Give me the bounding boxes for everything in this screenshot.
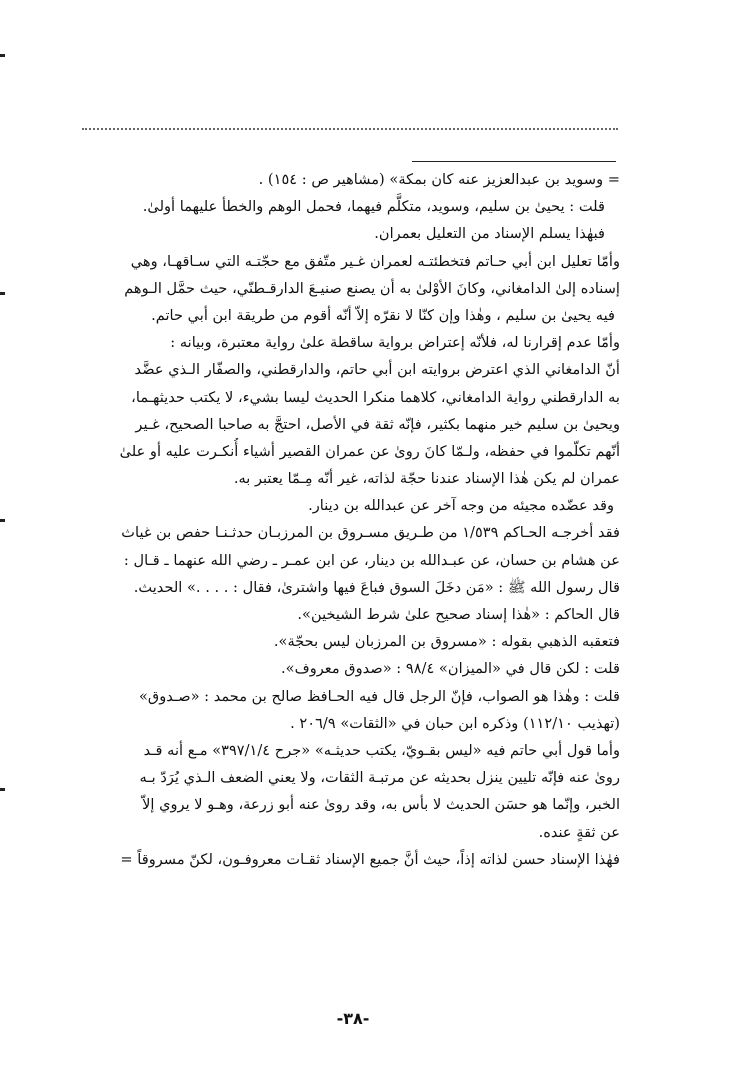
margin-mark bbox=[0, 788, 5, 791]
text-line: أنّهم تكلّموا في حفظه، ولـمّا كانَ روىٰ عن عمران القصير أشياء أُنكـرت عليه أو علىٰ bbox=[119, 442, 620, 460]
text-line: قال الحاكم : «هٰذا إسناد صحيح علىٰ شرط الشيخين». bbox=[297, 606, 620, 623]
text-line: قلت : لكن قال في «الميزان» ٩٨/٤ : «صدوق معروف». bbox=[281, 660, 620, 678]
text-line: قلت : يحيىٰ بن سليم، وسويد، متكلَّم فيهما، فحمل الوهم والخطأ عليهما أولىٰ. bbox=[142, 198, 605, 216]
margin-mark bbox=[0, 292, 5, 295]
text-line: وأما قول أبي حاتم فيه «ليس بقـويّ، يكتب حديثـه» «جرح ٣٩٧/١/٤» مـع أنه قـد bbox=[143, 741, 620, 759]
text-line: فهٰذا الإسناد حسن لذاته إذاً، حيث أنَّ جميع الإسناد ثقـات معروفـون، لكنّ مسروقاً = bbox=[120, 850, 620, 868]
text-line: عمران لم يكن هٰذا الإسناد عندنا حجّة لذاته، غير أنّه مِـمّا يعتبر به. bbox=[233, 470, 620, 488]
page-number: -٣٨- bbox=[336, 1009, 370, 1028]
text-line: وقد عضّده مجيئه من وجه آخر عن عبدالله بن دينار. bbox=[308, 497, 614, 515]
text-line: قلت : وهٰذا هو الصواب، فإنّ الرجل قال فيه الحـافظ صالح بن محمد : «صـدوق» bbox=[138, 687, 620, 705]
text-line: به الدارقطني رواية الدامغاني، كلاهما منكرا الحديث ليسا بشيء، لا يكتب حديثهـما، bbox=[131, 388, 620, 406]
text-line: فيه يحيىٰ بن سليم ، وهٰذا وإن كنّا لا نقرّه إلاّ أنّه أقوم من طريقة ابن أبي حاتم. bbox=[151, 306, 615, 324]
text-line: روىٰ عنه فإنّه تليين ينزل بحديثه عن مرتبـة الثقات، ولا يعني الضعف الـذي يُرَدّ بـه bbox=[139, 769, 620, 787]
text-line: إسناده إلىٰ الدامغاني، وكانَ الأوْلىٰ به أن يصنع صنيـعَ الدارقـطنّي، حيث حمَّل الـوهم bbox=[124, 279, 620, 297]
text-line: فتعقبه الذهبي بقوله : «مسروق بن المرزبان ليس بحجّة». bbox=[273, 633, 620, 651]
margin-mark bbox=[0, 519, 5, 522]
text-line: وأمّا عدم إقرارنا له، فلأنّه إعتراض برواية ساقطة علىٰ رواية معتبرة، وبيانه : bbox=[170, 334, 620, 352]
header-dotted-rule bbox=[82, 128, 618, 130]
text-line: وأمّا تعليل ابن أبي حـاتم فتخطئتـه لعمران غـير متّفق مع حجّتـه التي سـاقهـا، وهي bbox=[130, 252, 620, 270]
margin-mark bbox=[0, 54, 5, 57]
text-line: الخبر، وإنّما هو حسَن الحديث لا بأس به، وقد روىٰ عنه أبو زرعة، وهـو لا يروي إلاّ bbox=[142, 796, 620, 814]
text-line: عن هشام بن حسان، عن عبـدالله بن دينار، عن ابن عمـر ـ رضي الله عنهما ـ قـال : bbox=[123, 551, 620, 569]
text-line: فبهٰذا يسلم الإسناد من التعليل بعمران. bbox=[374, 225, 605, 243]
text-line: = وسويد بن عبدالعزيز عنه كان بمكة» (مشاهير ص : ١٥٤) . bbox=[258, 171, 620, 188]
text-line: ويحيىٰ بن سليم خير منهما بكثير، فإنّه ثقة في الأصل، احتجَّ به صاحبا الصحيح، غـير bbox=[135, 415, 620, 433]
text-line: فقد أخرجـه الحـاكم ١/٥٣٩ من طـريق مسـروق بن المرزبـان حدثـنـا حفص بن غياث bbox=[121, 524, 620, 542]
text-line: قال رسول الله ﷺ : «مَن دخَلَ السوق فباعَ فيها واشترىٰ، فقال : . . . .» الحديث. bbox=[133, 578, 620, 596]
text-line: عن ثقةٍ عنده. bbox=[538, 823, 620, 841]
footnote-continuation-rule bbox=[412, 161, 616, 162]
text-line: أنّ الدامغاني الذي اعترض بروايته ابن أبي حاتم، والدارقطني، والصفّار الـذي عضَّد bbox=[134, 361, 620, 379]
page-body-text bbox=[74, 166, 620, 873]
text-line: (تهذيب ١١٢/١٠) وذكره ابن حبان في «الثقات» ٢٠٦/٩ . bbox=[290, 714, 620, 732]
